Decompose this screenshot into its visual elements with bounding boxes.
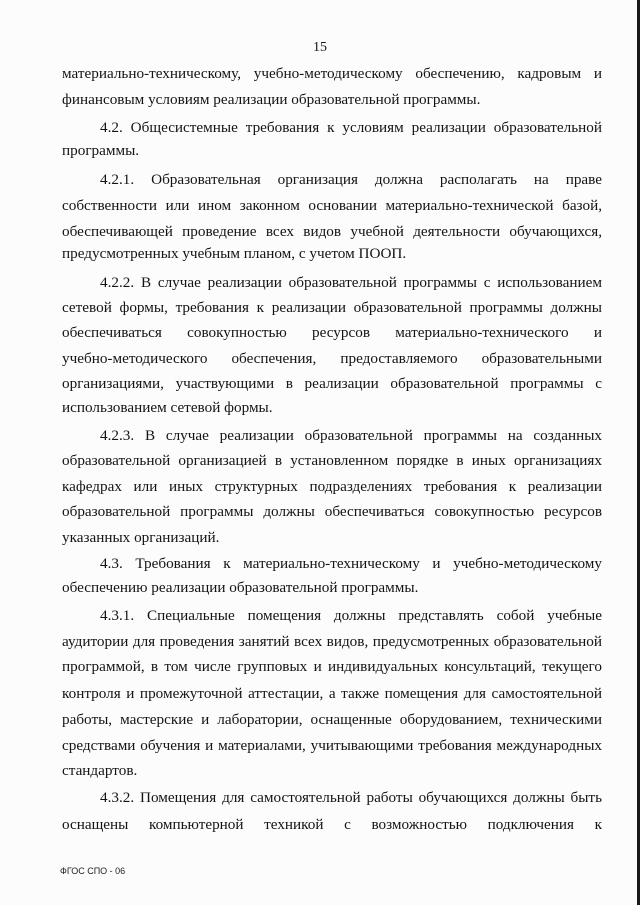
text-line: программы. — [62, 142, 140, 159]
text-line: организациями, участвующими в реализации образовательной программы с — [62, 375, 602, 392]
text-line: 4.2. Общесистемные требования к условиям реализации образовательной — [100, 119, 602, 136]
text-line: образовательной программы должны обеспечиваться совокупностью ресурсов — [62, 503, 602, 520]
text-line: работы, мастерские и лаборатории, оснащенные оборудованием, техническими — [62, 711, 602, 728]
text-line: образовательной организацией в установленном порядке в иных организациях — [62, 452, 602, 469]
text-line: 4.3.2. Помещения для самостоятельной работы обучающихся должны быть — [100, 789, 602, 806]
text-line: обеспечиваться совокупностью ресурсов материально-технического и — [62, 324, 602, 341]
text-line: 4.2.1. Образовательная организация должна располагать на праве — [100, 171, 602, 188]
footer-code: ФГОС СПО - 06 — [60, 866, 126, 876]
text-line: средствами обучения и материалами, учитывающими требования международных — [62, 737, 602, 754]
text-line: обеспечению реализации образовательной программы. — [62, 579, 419, 596]
text-line: программой, в том числе групповых и индивидуальных консультаций, текущего — [62, 658, 602, 675]
text-line: учебно-методического обеспечения, предоставляемого образовательными — [62, 350, 602, 367]
page-number: 15 — [313, 40, 327, 55]
text-line: обеспечивающей проведение всех видов учебной деятельности обучающихся, — [62, 223, 602, 240]
text-line: оснащены компьютерной техникой с возможностью подключения к — [62, 816, 602, 833]
text-line: контроля и промежуточной аттестации, а также помещения для самостоятельной — [62, 685, 602, 702]
text-line: материально-техническому, учебно-методическому обеспечению, кадровым и — [62, 65, 602, 82]
text-line: стандартов. — [62, 762, 138, 779]
text-line: кафедрах или иных структурных подразделениях требования к реализации — [62, 478, 602, 495]
text-line: сетевой формы, требования к реализации образовательной программы должны — [62, 299, 602, 316]
text-line: финансовым условиям реализации образовательной программы. — [62, 91, 481, 108]
text-line: предусмотренных учебным планом, с учетом ПООП. — [62, 245, 407, 262]
text-line: 4.2.3. В случае реализации образовательной программы на созданных — [100, 427, 602, 444]
text-line: указанных организаций. — [62, 529, 220, 546]
text-line: 4.2.2. В случае реализации образовательной программы с использованием — [100, 274, 602, 291]
text-line: использованием сетевой формы. — [62, 399, 273, 416]
text-line: 4.3. Требования к материально-техническому и учебно-методическому — [100, 555, 602, 572]
text-line: аудитории для проведения занятий всех видов, предусмотренных образовательной — [62, 633, 602, 650]
text-line: собственности или ином законном основании материально-технической базой, — [62, 197, 602, 214]
text-line: 4.3.1. Специальные помещения должны представлять собой учебные — [100, 607, 602, 624]
